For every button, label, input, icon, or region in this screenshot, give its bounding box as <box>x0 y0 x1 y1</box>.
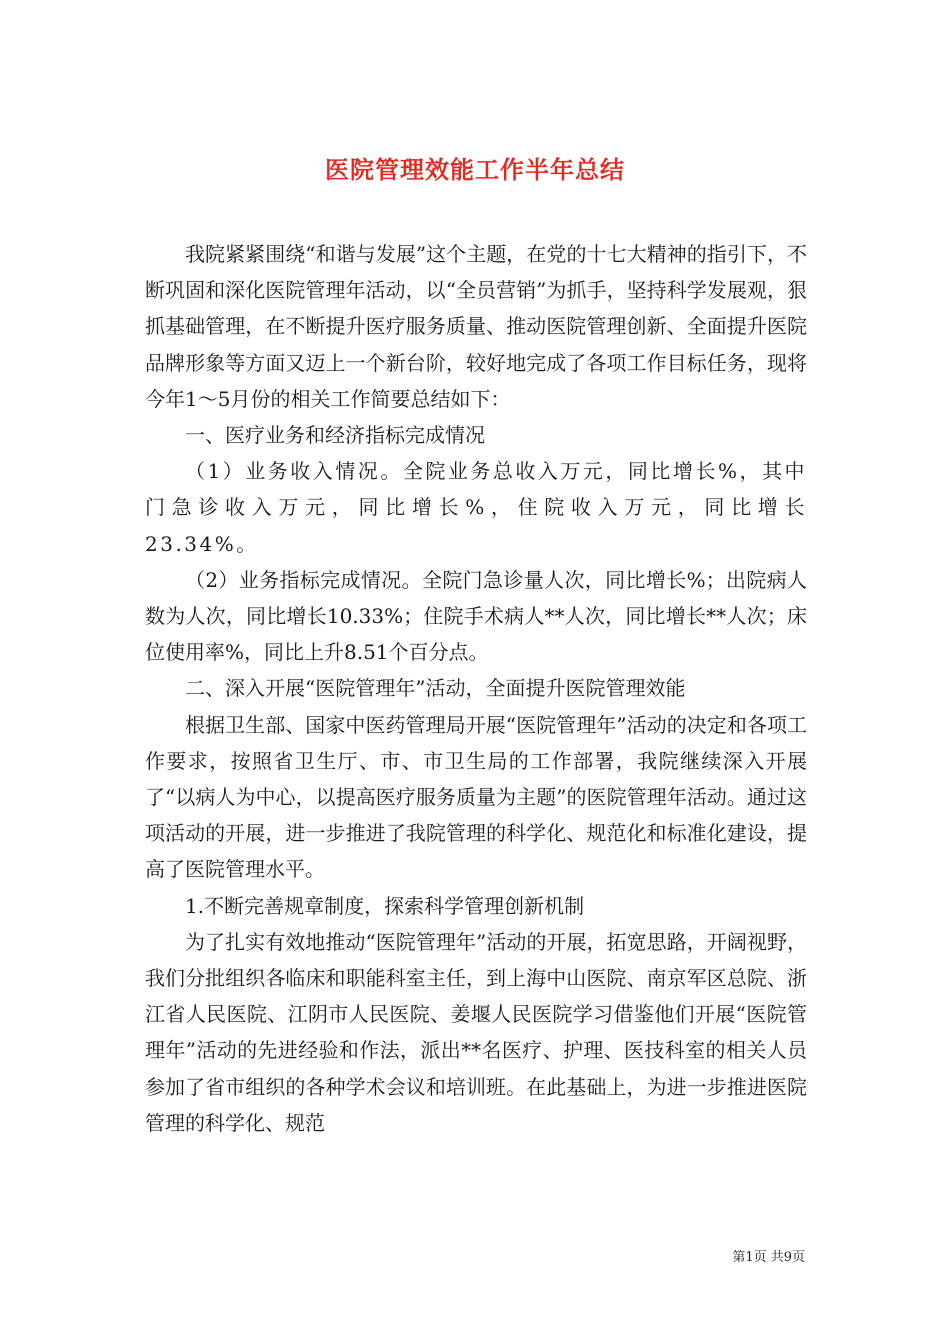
subsection-heading-1: 1.不断完善规章制度，探索科学管理创新机制 <box>185 893 585 918</box>
document-body <box>145 236 807 1141</box>
paragraph-management-year: 根据卫生部、国家中医药管理局开展“医院管理年”活动的决定和各项工作要求，按照省卫生厅、市、市卫生局的工作部署，我院继续深入开展了“以病人为中心，以提高医疗服务质量为主题”的医院管理年活动。通过这项活动的开展，进一步推进了我院管理的科学化、规范化和标准化建设，提高了医院管理水平。 <box>145 712 807 882</box>
paragraph-revenue: （1）业务收入情况。全院业务总收入万元，同比增长%，其中门急诊收入万元，同比增长%，住院收入万元，同比增长23.34%。 <box>145 459 807 556</box>
section-heading-2: 二、深入开展“医院管理年”活动，全面提升医院管理效能 <box>185 676 686 701</box>
paragraph-study-visits: 为了扎实有效地推动“医院管理年”活动的开展，拓宽思路，开阔视野，我们分批组织各临床和职能科室主任，到上海中山医院、南京军区总院、浙江省人民医院、江阴市人民医院、姜堰人民医院学习借鉴他们开展“医院管理年”活动的先进经验和作法，派出**名医疗、护理、医技科室的相关人员参加了省市组织的各种学术会议和培训班。在此基础上，为进一步推进医院管理的科学化、规范 <box>145 929 807 1135</box>
page-title: 医院管理效能工作半年总结 <box>325 155 625 185</box>
section-heading-1: 一、医疗业务和经济指标完成情况 <box>185 423 485 448</box>
paragraph-indicators: （2）业务指标完成情况。全院门急诊量人次，同比增长%；出院病人数为人次，同比增长10.33%；住院手术病人**人次，同比增长**人次；床位使用率%，同比上升8.51个百分点。 <box>145 567 807 665</box>
paragraph-intro: 我院紧紧围绕“和谐与发展”这个主题，在党的十七大精神的指引下，不断巩固和深化医院管理年活动，以“全员营销”为抓手，坚持科学发展观，狠抓基础管理，在不断提升医疗服务质量、推动医院管理创新、全面提升医院品牌形象等方面又迈上一个新台阶，较好地完成了各项工作目标任务，现将今年1～5月份的相关工作简要总结如下： <box>145 242 807 411</box>
page-footer: 第1页 共9页 <box>732 1250 805 1265</box>
